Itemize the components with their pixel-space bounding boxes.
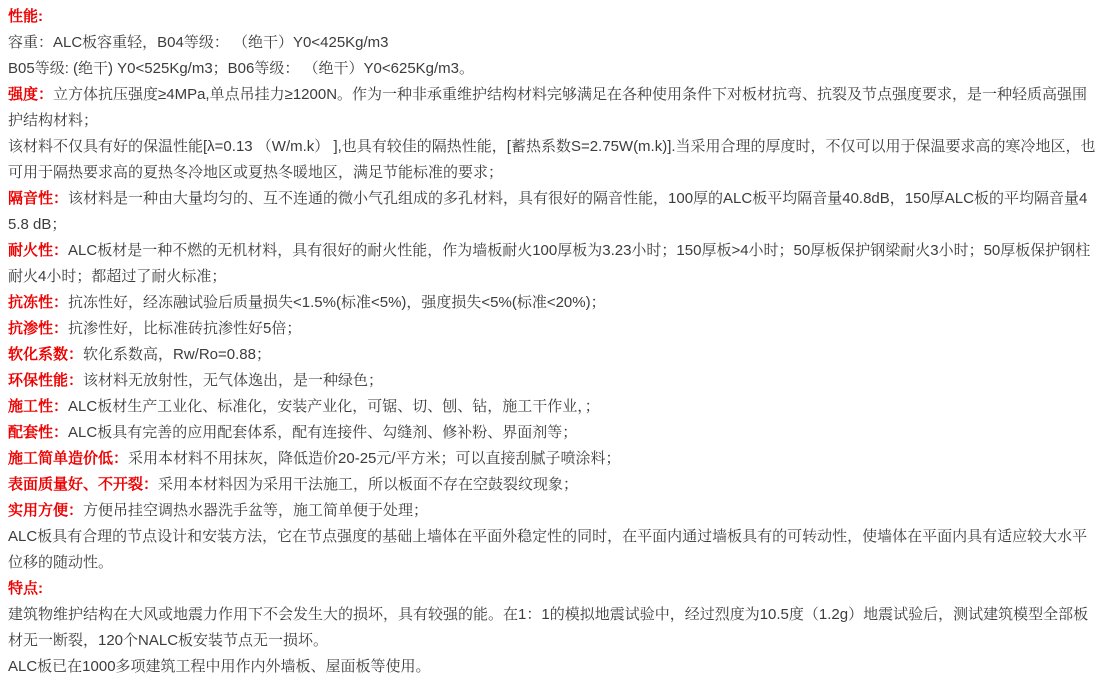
paragraph-text: 建筑物维护结构在大风或地震力作用下不会发生大的损坏，具有较强的能。在1：1的模拟地震试验中，经过烈度为10.5度（1.2g）地震试验后，测试建筑模型全部板材无一断裂，120个NALC板安装节点无一损坏。 (8, 606, 1089, 649)
paragraph-text: 抗渗性好，比标准砖抗渗性好5倍； (68, 320, 302, 337)
paragraph (8, 446, 1096, 472)
paragraph-text: ALC板材生产工业化、标准化，安装产业化，可锯、切、刨、钻，施工干作业，； (68, 398, 600, 415)
paragraph (8, 82, 1096, 134)
section-label: 性能: (8, 8, 43, 25)
paragraph (8, 498, 1096, 524)
paragraph-text: 该材料不仅具有好的保温性能[λ=0.13 （W/m.k） ],也具有较佳的隔热性能，[蓄热系数S=2.75W(m.k)].当采用合理的厚度时，不仅可以用于保温要求高的寒冷地区，也可用于隔热要求高的夏热冬冷地区或夏热冬暖地区，满足节能标准的要求； (8, 138, 1096, 181)
section-label: 配套性： (8, 424, 69, 441)
paragraph (8, 654, 1096, 680)
section-label: 施工性： (8, 398, 69, 415)
paragraph-text: 立方体抗压强度≥4MPa,单点吊挂力≥1200N。作为一种非承重维护结构材料完够满足在各种使用条件下对板材抗弯、抗裂及节点强度要求，是一种轻质高强围护结构材料； (8, 86, 1088, 129)
section-label: 隔音性： (8, 190, 69, 207)
section-label: 实用方便： (8, 502, 84, 519)
paragraph (8, 134, 1096, 186)
paragraph-text: 容重：ALC板容重轻，B04等级： （绝干）Y0<425Kg/m3 (8, 34, 389, 51)
paragraph-text: 该材料是一种由大量均匀的、互不连通的微小气孔组成的多孔材料，具有很好的隔音性能，100厚的ALC板平均隔音量40.8dB，150厚ALC板的平均隔音量45.8 dB； (8, 190, 1088, 233)
paragraph (8, 56, 1096, 82)
paragraph (8, 524, 1096, 576)
paragraph (8, 290, 1096, 316)
paragraph (8, 394, 1096, 420)
paragraph-text: ALC板具有合理的节点设计和安装方法，它在节点强度的基础上墙体在平面外稳定性的同时，在平面内通过墙板具有的可转动性，使墙体在平面内具有适应较大水平位移的随动性。 (8, 528, 1088, 571)
paragraph (8, 30, 1096, 56)
paragraph-text: 采用本材料因为采用干法施工，所以板面不存在空鼓裂纹现象； (158, 476, 579, 493)
paragraph (8, 368, 1096, 394)
section-label: 特点: (8, 580, 43, 597)
section-label: 耐火性： (8, 242, 69, 259)
paragraph-text: ALC板已在1000多项建筑工程中用作内外墙板、屋面板等使用。 (8, 658, 431, 675)
paragraph-text: 抗冻性好，经冻融试验后质量损失<1.5%(标准<5%)，强度损失<5%(标准<20%)； (68, 294, 606, 311)
paragraph (8, 238, 1096, 290)
paragraph (8, 342, 1096, 368)
section-label: 抗渗性： (8, 320, 69, 337)
paragraph (8, 602, 1096, 654)
paragraph (8, 472, 1096, 498)
paragraph (8, 316, 1096, 342)
paragraph-text: ALC板具有完善的应用配套体系，配有连接件、勾缝剂、修补粉、界面剂等； (68, 424, 578, 441)
paragraph-text: ALC板材是一种不燃的无机材料，具有很好的耐火性能，作为墙板耐火100厚板为3.23小时；150厚板>4小时；50厚板保护钢梁耐火3小时；50厚板保护钢柱耐火4小时；都超过了耐火标准； (8, 242, 1091, 285)
section-label: 施工简单造价低： (8, 450, 129, 467)
paragraph (8, 420, 1096, 446)
paragraph (8, 186, 1096, 238)
section-label: 软化系数： (8, 346, 84, 363)
paragraph-text: B05等级: (绝干) Y0<525Kg/m3；B06等级： （绝干）Y0<625Kg/m3。 (8, 60, 475, 77)
section-label: 抗冻性： (8, 294, 69, 311)
paragraph (8, 4, 1096, 30)
section-label: 环保性能： (8, 372, 84, 389)
paragraph-text: 该材料无放射性，无气体逸出，是一种绿色； (83, 372, 384, 389)
paragraph (8, 576, 1096, 602)
paragraph-text: 方便吊挂空调热水器洗手盆等，施工简单便于处理； (83, 502, 429, 519)
paragraph-text: 软化系数高，Rw/Ro=0.88； (83, 346, 271, 363)
section-label: 表面质量好、不开裂： (8, 476, 159, 493)
section-label: 强度： (8, 86, 54, 103)
paragraph-text: 采用本材料不用抹灰，降低造价20-25元/平方米；可以直接刮腻子喷涂料； (128, 450, 621, 467)
